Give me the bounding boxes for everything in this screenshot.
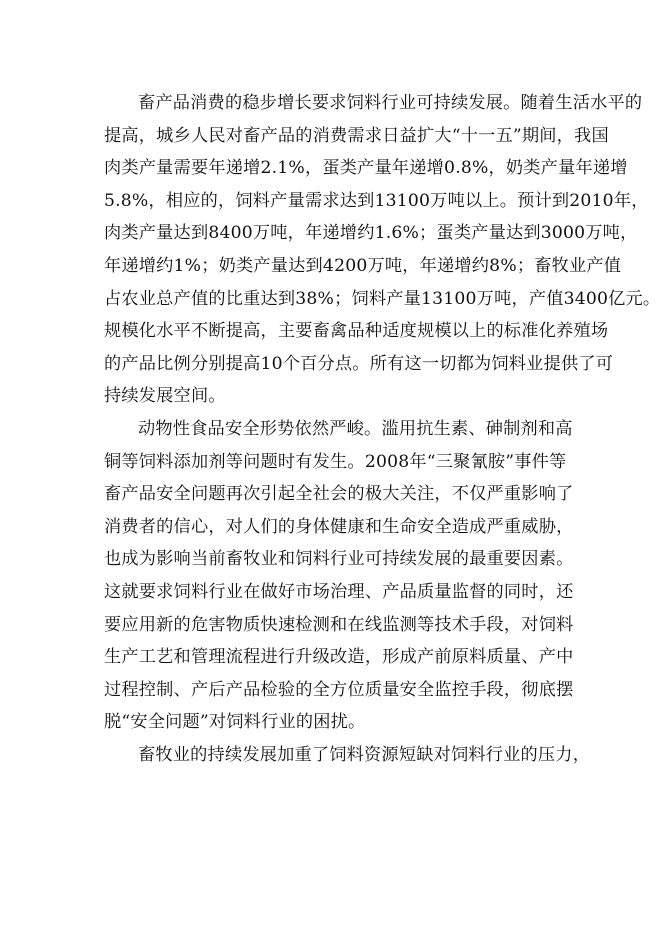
text-line: 规模化水平不断提高，主要畜禽品种适度规模以上的标准化养殖场 [104,321,609,342]
text-line: 的产品比例分别提高10个百分点。所有这一切都为饲料业提供了可 [104,353,614,374]
text-line: 要应用新的危害物质快速检测和在线监测等技术手段，对饲料 [104,614,574,635]
paragraph-feed-resources [104,739,591,772]
text-line: 占农业总产值的比重达到38%；饲料产量13100万吨，产值3400亿元。 [104,288,661,309]
text-line: 肉类产量需要年递增2.1%，蛋类产量年递增0.8%，奶类产量年递增 [104,158,628,179]
text-line: 畜产品安全问题再次引起全社会的极大关注，不仅严重影响了 [104,484,574,505]
text-line: 过程控制、产后产品检验的全方位质量安全监控手段，彻底摆 [104,679,574,700]
text-line: 生产工艺和管理流程进行升级改造，形成产前原料质量、产中 [104,647,574,668]
text-line: 消费者的信心，对人们的身体健康和生命安全造成严重威胁， [104,516,574,537]
text-line: 铜等饲料添加剂等问题时有发生。2008年“三聚氰胺”事件等 [104,451,567,472]
text-line: 年递增约1%；奶类产量达到4200万吨，年递增约8%；畜牧业产值 [104,255,622,276]
text-line: 脱“安全问题”对饲料行业的困扰。 [104,712,366,733]
text-line: 肉类产量达到8400万吨，年递增约1.6%；蛋类产量达到3000万吨， [104,223,638,244]
text-line: 也成为影响当前畜牧业和饲料行业可持续发展的最重要因素。 [104,549,574,570]
text-line: 畜产品消费的稳步增长要求饲料行业可持续发展。随着生活水平的 [138,93,643,113]
paragraph-livestock-demand [104,87,661,413]
text-line: 这就要求饲料行业在做好市场治理、产品质量监督的同时，还 [104,581,574,602]
paragraph-food-safety [104,413,588,739]
text-line: 畜牧业的持续发展加重了饲料资源短缺对饲料行业的压力， [138,744,591,765]
text-line: 动物性食品安全形势依然严峻。滥用抗生素、砷制剂和高 [138,418,573,439]
text-line: 提高，城乡人民对畜产品的消费需求日益扩大“十一五”期间，我国 [104,125,609,146]
document-page [104,87,661,771]
text-line: 5.8%，相应的，饲料产量需求达到13100万吨以上。预计到2010年， [104,190,649,211]
text-line: 持续发展空间。 [104,386,226,407]
